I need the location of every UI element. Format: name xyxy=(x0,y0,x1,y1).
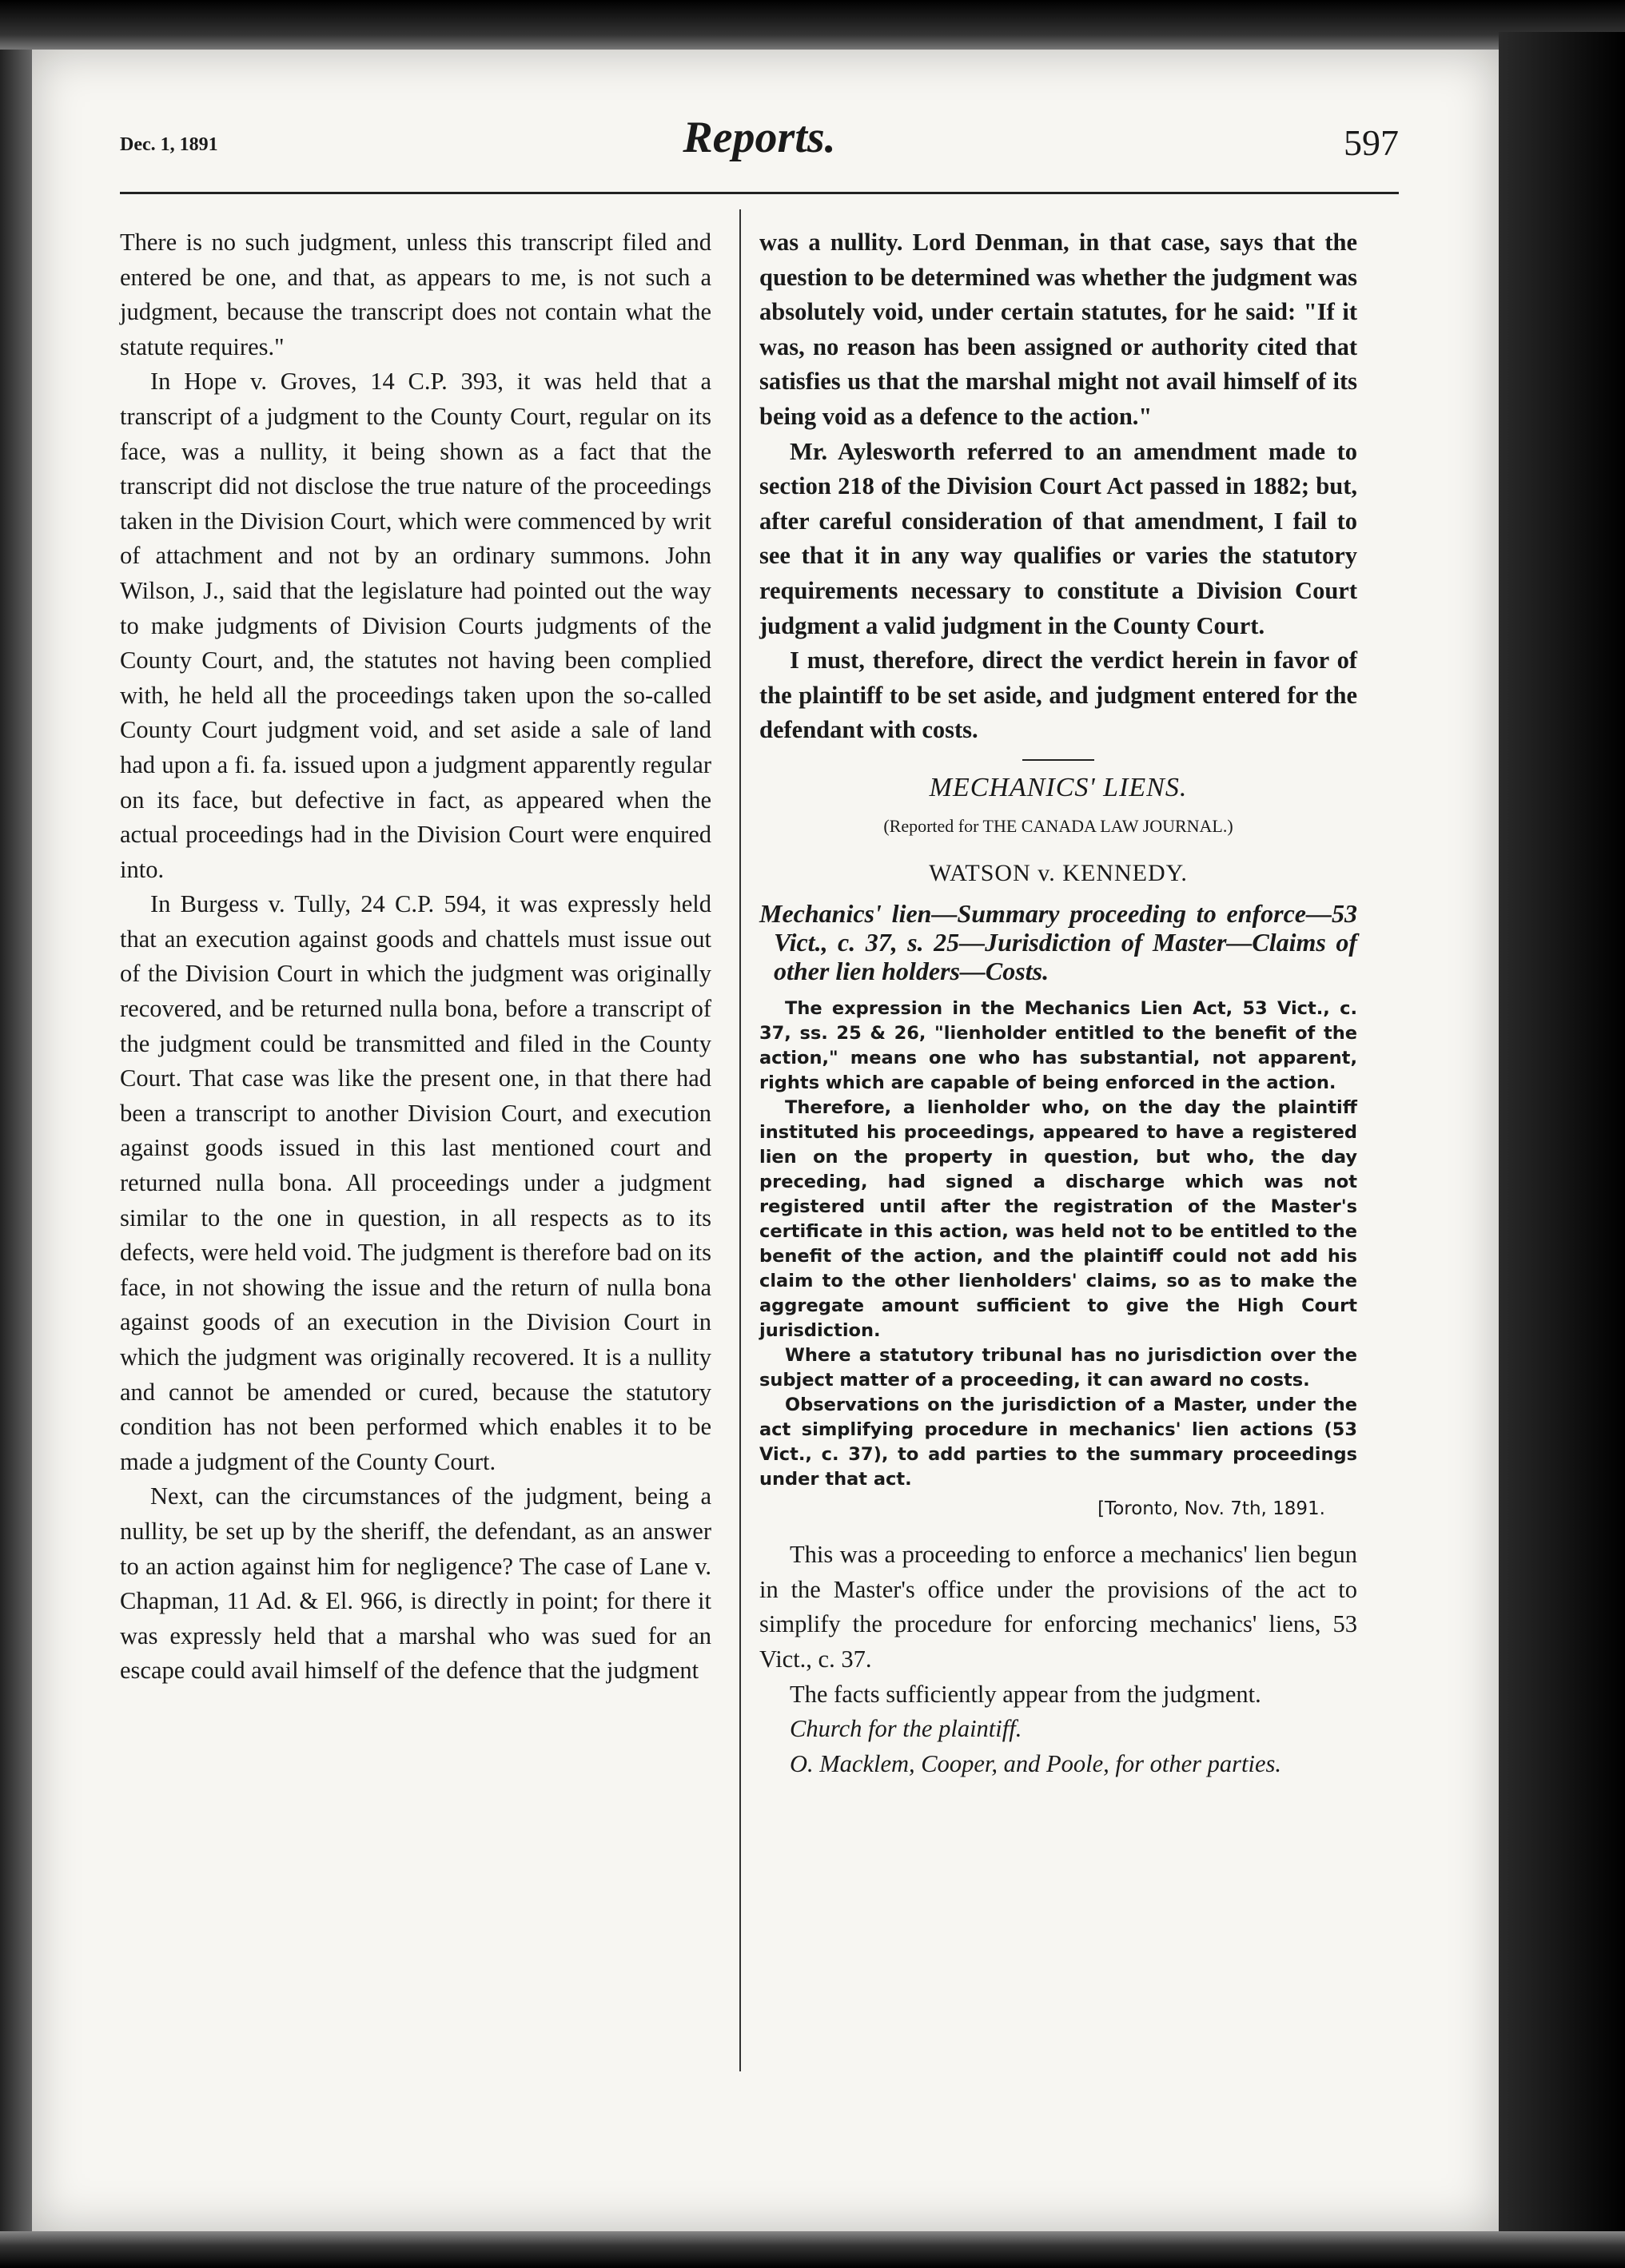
paragraph: This was a proceeding to enforce a mechanics' lien begun in the Master's office under the provisions of the act to simplify the procedure for enforcing mechanics' liens, 53 Vict., c. 37. xyxy=(759,1541,1357,1673)
left-column xyxy=(120,225,711,1689)
section-title: MECHANICS' LIENS. xyxy=(929,772,1188,802)
running-head xyxy=(120,112,1399,176)
scan-border-top xyxy=(0,0,1625,50)
counsel-line: Church for the plaintiff. xyxy=(790,1715,1022,1743)
paragraph: Next, can the circumstances of the judgment, being a nullity, be set up by the sheriff, the defendant, as an answer to an action against him for negligence? The case of Lane v. Chapman, 11 Ad. & El. 966, is directly in point; for there it was expressly held that a marshal who was sued for an escape could avail himself of the defence that the judgment xyxy=(120,1482,711,1685)
scan-border-bottom xyxy=(0,2231,1625,2268)
case-name: WATSON v. KENNEDY. xyxy=(929,860,1188,887)
paragraph: There is no such judgment, unless this transcript filed and entered be one, and that, as appears to me, is not such a judgment, because the transcript does not contain what the statute requires." xyxy=(120,229,711,360)
headnote-date: [Toronto, Nov. 7th, 1891. xyxy=(1097,1498,1325,1519)
header-rule xyxy=(120,192,1399,194)
headnote: Where a statutory tribunal has no jurisdiction over the subject matter of a proceeding, it can award no costs. xyxy=(759,1344,1357,1391)
paragraph: In Burgess v. Tully, 24 C.P. 594, it was expressly held that an execution against goods and chattels must issue out of the Division Court in which the judgment was originally recovered, and be returned nulla bona, before a transcript of the judgment could be transmitted and filed in the County Court. That case was like the present one, in that there had been a transcript to another Division Court, and execution against goods issued in this last mentioned court and returned nulla bona. All proceedings under a judgment similar to the one in question, in all respects as to its defects, were held void. The judgment is therefore bad on its face, in not showing the issue and the return of nulla bona against goods of an execution in the Division Court in which the judgment was originally recovered. It is a nullity and cannot be amended or cured, because the statutory condition has not been performed which enables it to be made a judgment of the County Court. xyxy=(120,890,711,1475)
counsel-line: O. Macklem, Cooper, and Poole, for other parties. xyxy=(790,1749,1282,1777)
paragraph: In Hope v. Groves, 14 C.P. 393, it was held that a transcript of a judgment to the County Court, regular on its face, was a nullity, it being shown as a fact that the transcript did not disclose the true nature of the proceedings taken in the Division Court, which were commenced by writ of attachment and not by an ordinary summons. John Wilson, J., said that the legislature had pointed out the way to make judgments of Division Courts judgments of the County Court, and, the statutes not having been complied with, he held all the proceedings taken upon the so-called County Court judgment void, and set aside a sale of land had upon a fi. fa. issued upon a judgment apparently regular on its face, but defective in fact, as appeared when the actual proceedings had in the Division Court were enquired into. xyxy=(120,368,711,883)
section-rule xyxy=(1022,759,1094,761)
headnote: Therefore, a lienholder who, on the day the plaintiff instituted his proceedings, appeared to have a registered lien on the property in question, but who, the day preceding, had signed a discharge which was not registered until after the registration of the Master's certificate in this action, was held not to be entitled to the benefit of the action, and the plaintiff could not add his claim to the other lienholders' claims, so as to make the aggregate amount sufficient to give the High Court jurisdiction. xyxy=(759,1096,1357,1341)
page-number: 597 xyxy=(1344,122,1399,163)
running-head-date: Dec. 1, 1891 xyxy=(120,134,218,155)
headnote: The expression in the Mechanics Lien Act, 53 Vict., c. 37, ss. 25 & 26, "lienholder entitled to the benefit of the action," means one who has substantial, not apparent, rights which are capable of being enforced in the action. xyxy=(759,997,1357,1093)
paragraph: I must, therefore, direct the verdict herein in favor of the plaintiff to be set aside, and judgment entered for the defendant with costs. xyxy=(759,647,1357,744)
paragraph: was a nullity. Lord Denman, in that case, says that the question to be determined was whether the judgment was absolutely void, under certain statutes, for he said: "If it was, no reason has been assigned or authority cited that satisfies us that the marshal might not avail himself of its being void as a defence to the action." xyxy=(759,229,1357,430)
scan-border-right xyxy=(1499,32,1625,2268)
reported-line: (Reported for THE CANADA LAW JOURNAL.) xyxy=(883,815,1233,836)
paragraph: Mr. Aylesworth referred to an amendment made to section 218 of the Division Court Act passed in 1882; but, after careful consideration of that amendment, I fail to see that it in any way qualifies or varies the statutory requirements necessary to constitute a Division Court judgment a valid judgment in the County Court. xyxy=(759,437,1357,639)
headnote-categories: Mechanics' lien—Summary proceeding to enforce—53 Vict., c. 37, s. 25—Jurisdiction of Master—Claims of other lien holders—Costs. xyxy=(759,898,1357,985)
headnote: Observations on the jurisdiction of a Master, under the act simplifying procedure in mechanics' lien actions (53 Vict., c. 37), to add parties to the summary proceedings under that act. xyxy=(759,1394,1357,1490)
column-divider xyxy=(739,209,741,2071)
paragraph: The facts sufficiently appear from the judgment. xyxy=(790,1680,1261,1708)
running-head-title: Reports. xyxy=(683,113,836,162)
scan-border-left xyxy=(0,0,32,2268)
right-column xyxy=(759,225,1357,1781)
